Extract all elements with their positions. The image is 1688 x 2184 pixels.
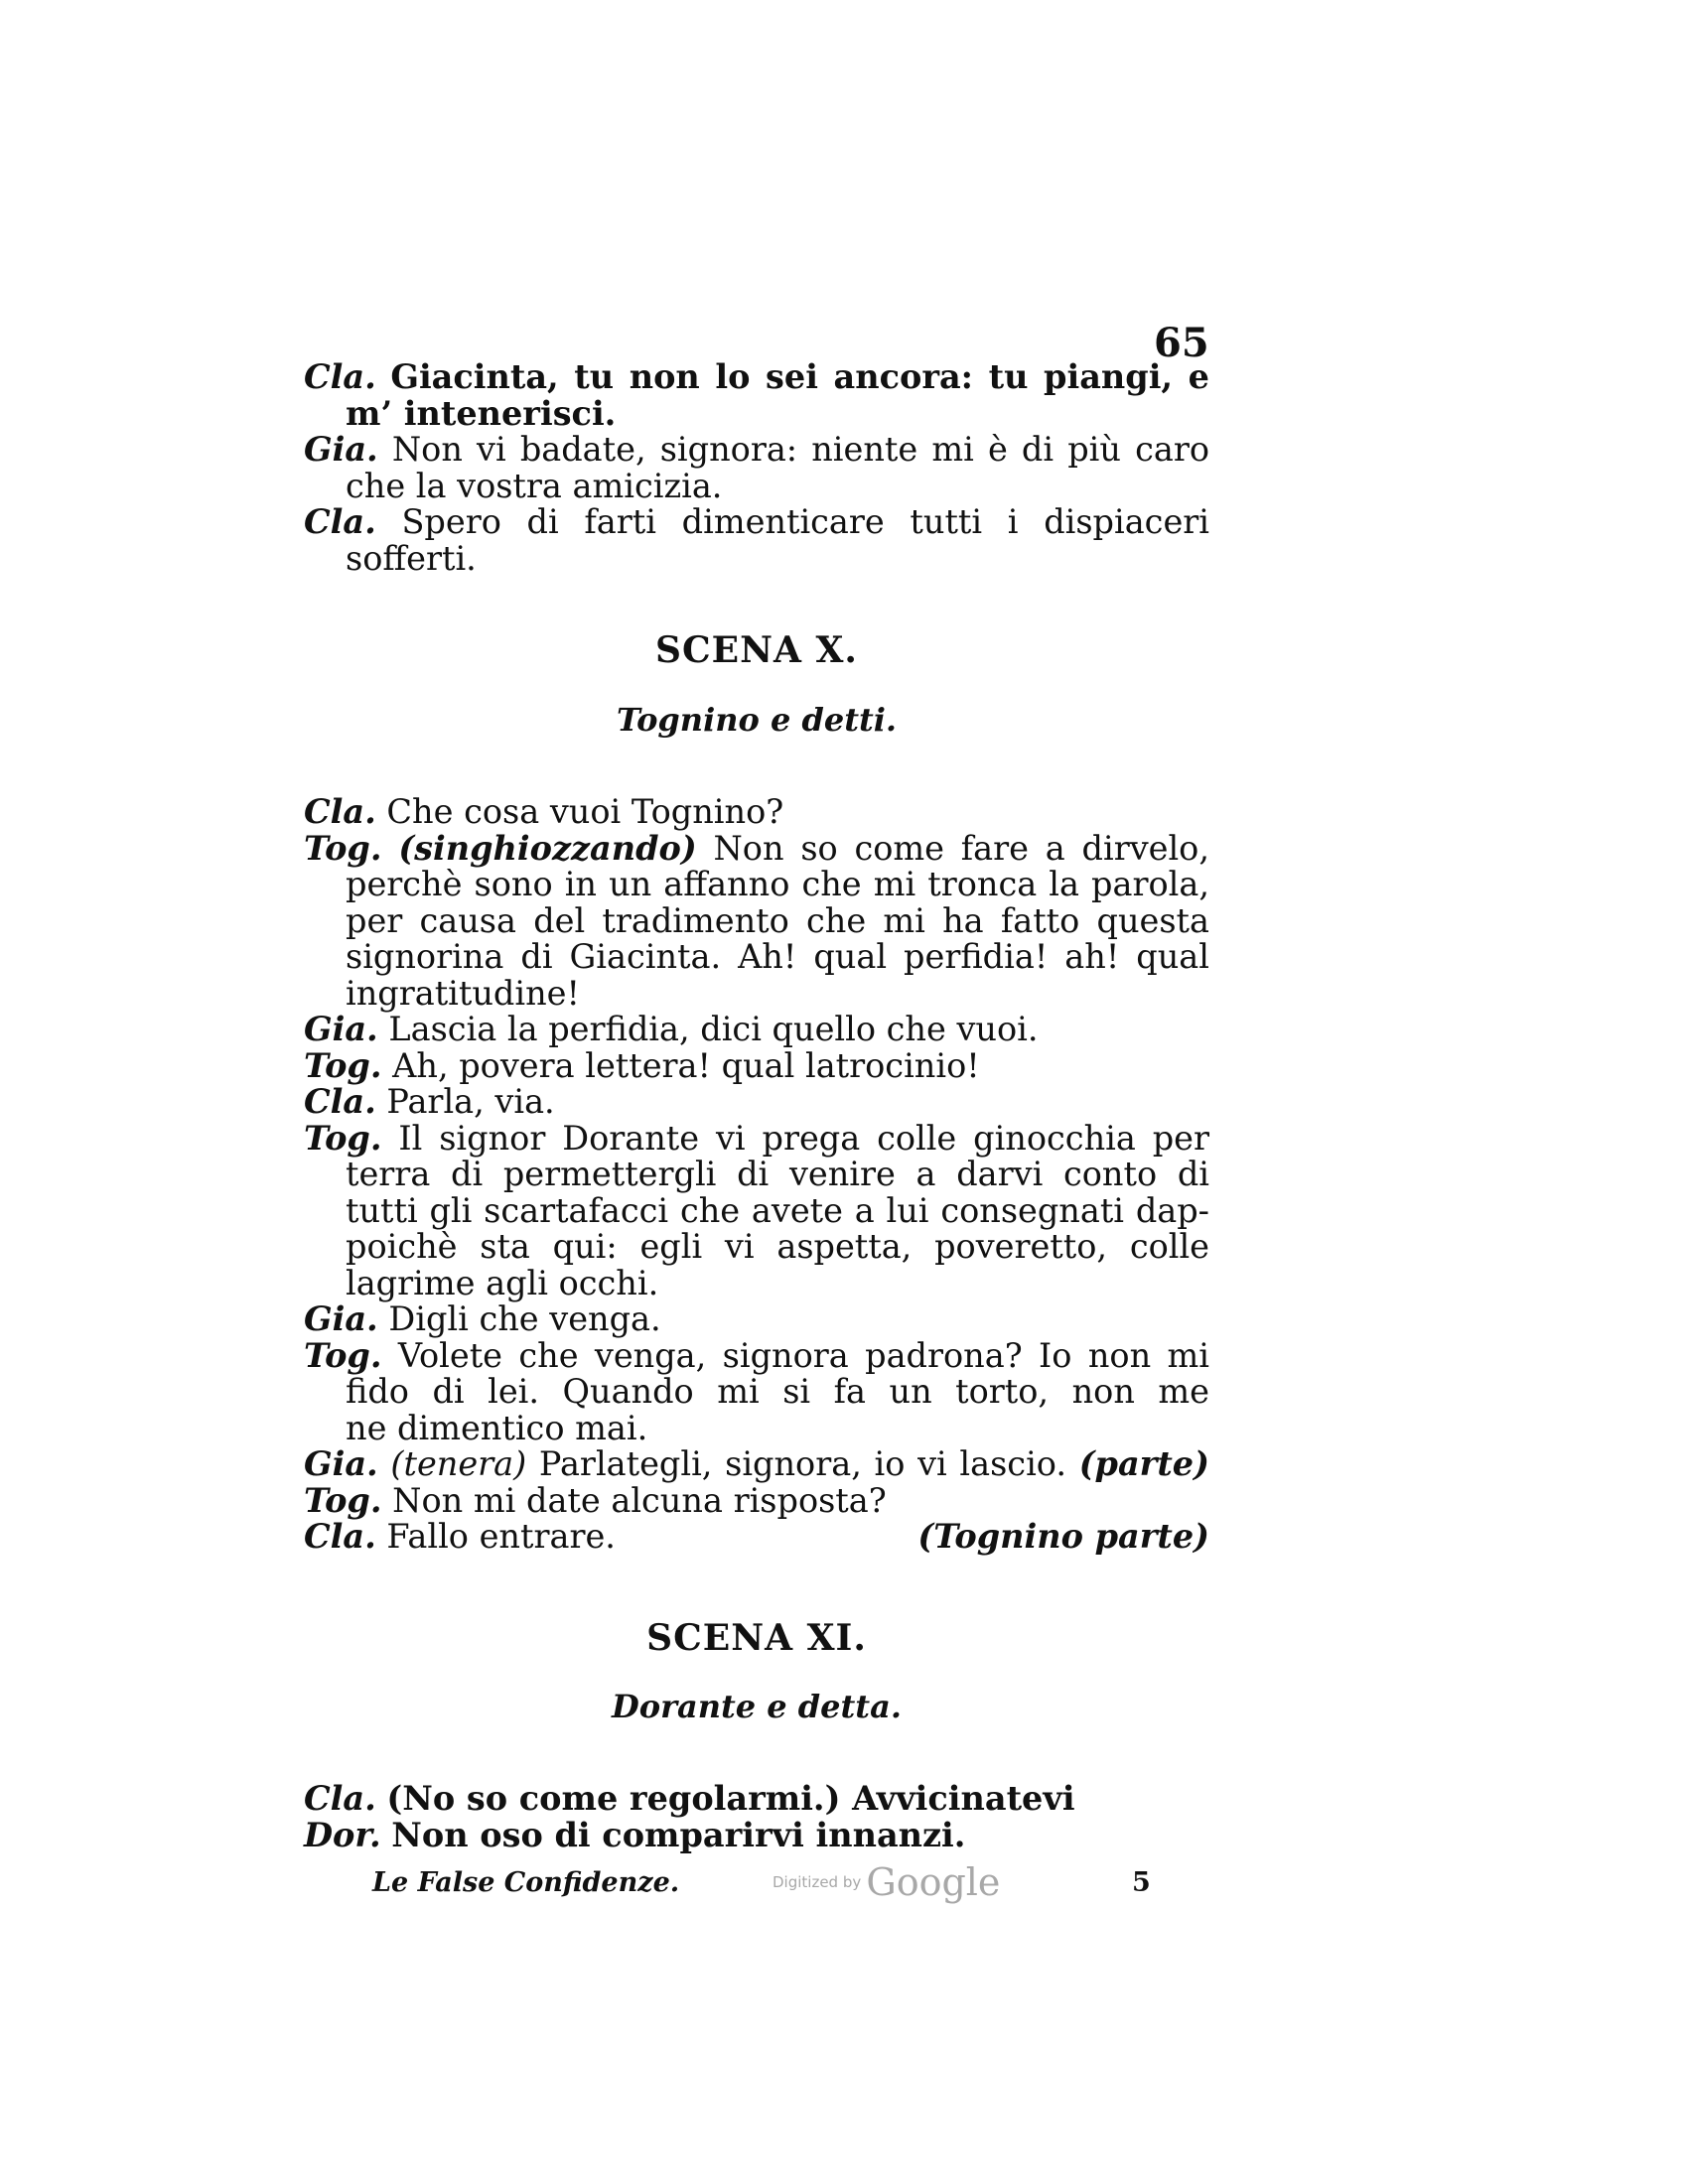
speech-line [304, 828, 1209, 868]
scene-characters: Tognino e detti. [616, 701, 898, 739]
speaker-label: Cla. [304, 1517, 376, 1556]
speech-line [304, 1480, 1209, 1520]
speech-line [304, 1815, 1209, 1854]
speech-line [304, 1781, 1209, 1818]
speech-text: Il signor Dorante vi prega colle ginocchia per [398, 1118, 1209, 1158]
speaker-label: Cla. [304, 357, 376, 396]
speaker-label: Tog. [304, 828, 382, 868]
footer-book-title: Le False Confidenze. [372, 1867, 680, 1898]
speech-line: ingratitudine! [346, 973, 580, 1013]
speech-text: Che cosa vuoi Tognino? [386, 792, 784, 831]
speaker-label: Tog. [304, 1118, 382, 1158]
speech-line [304, 359, 1209, 396]
speech-line [304, 432, 1209, 469]
speaker-label: Dor. [304, 1815, 381, 1854]
speech-line: che la vostra amicizia. [346, 466, 723, 505]
speech-text: Parla, via. [386, 1082, 555, 1121]
speech-line: ne dimentico mai. [346, 1408, 648, 1447]
speech-text: Digli che venga. [388, 1299, 661, 1338]
speech-line: poichè sta qui: egli vi aspetta, poveretto, colle [346, 1227, 1209, 1266]
speaker-label: Gia. [304, 1444, 378, 1483]
speaker-label: Gia. [304, 1299, 378, 1338]
speech-line: per causa del tradimento che mi ha fatto questa [346, 900, 1209, 940]
speech-line [304, 1045, 1209, 1085]
speech-text: Giacinta, tu non lo sei ancora: tu piangi, e [390, 357, 1209, 396]
speech-line [304, 1118, 1209, 1158]
speech-text: Ah, povera lettera! qual latrocinio! [392, 1045, 980, 1085]
speech-text: Volete che venga, signora padrona? Io non mi [397, 1335, 1209, 1375]
speaker-label: Cla. [304, 1779, 376, 1818]
signature-mark: 5 [1132, 1867, 1151, 1898]
stage-direction: (parte) [1078, 1444, 1209, 1483]
speech-line: sofferti. [346, 538, 477, 578]
page-number: 65 [1154, 320, 1209, 366]
speech-text: Lascia la perfidia, dici quello che vuoi. [388, 1010, 1039, 1048]
stage-direction: (singhiozzando) [398, 828, 697, 868]
speaker-label: Cla. [304, 1082, 376, 1121]
speech-text: (No so come regolarmi.) Avvicinatevi [386, 1779, 1075, 1818]
speaker-label: Cla. [304, 502, 376, 541]
speech-text: Spero di farti dimenticare tutti i dispiaceri [401, 502, 1209, 541]
stage-direction: (tenera) [390, 1444, 527, 1483]
speech-line [304, 1446, 1209, 1483]
digitized-watermark [773, 1860, 1000, 1904]
speech-line [304, 504, 1209, 541]
speech-line [304, 1519, 1209, 1556]
speech-line: terra di permettergli di venire a darvi conto di [346, 1155, 1209, 1193]
speech-text: Non oso di comparirvi innanzi. [391, 1815, 966, 1854]
speech-line: tutti gli scartafacci che avete a lui consegnati dap- [346, 1190, 1209, 1230]
speech-line [304, 1301, 1209, 1338]
speech-text: Non mi date alcuna risposta? [392, 1480, 887, 1520]
scene-characters: Dorante e detta. [612, 1688, 902, 1725]
speech-text: Non so come fare a dirvelo, [713, 828, 1209, 868]
speech-line: lagrime agli occhi. [346, 1263, 659, 1302]
dialogue-block-2 [304, 794, 1209, 1556]
speaker-label: Tog. [304, 1045, 382, 1085]
speech-line: m’ intenerisci. [346, 393, 617, 433]
speech-line [304, 1084, 1209, 1121]
speech-line [304, 1335, 1209, 1375]
speech-text: Parlategli, signora, io vi lascio. [538, 1444, 1067, 1483]
speaker-label: Cla. [304, 792, 376, 831]
speech-line: fido di lei. Quando mi si fa un torto, non me [346, 1372, 1209, 1411]
speech-line: perchè sono in un affanno che mi tronca la parola, [346, 865, 1209, 903]
stage-direction: (Tognino parte) [917, 1517, 1209, 1556]
speech-line [304, 1012, 1209, 1048]
speaker-label: Gia. [304, 1010, 378, 1048]
dialogue-block-3 [304, 1781, 1209, 1853]
dialogue-block-1 [304, 359, 1209, 577]
speech-text: Fallo entrare. [386, 1517, 616, 1556]
speaker-label: Gia. [304, 430, 378, 469]
speaker-label: Tog. [304, 1335, 382, 1375]
google-logo: Google [866, 1860, 1001, 1904]
speech-text: Non vi badate, signora: niente mi è di più caro [391, 430, 1209, 469]
speech-line: signorina di Giacinta. Ah! qual perfidia! ah! qual [346, 937, 1209, 976]
digitized-label: Digitized by [773, 1873, 862, 1891]
scene-heading: SCENA XI. [646, 1617, 867, 1659]
scene-heading: SCENA X. [655, 629, 858, 671]
speech-line [304, 794, 1209, 831]
speaker-label: Tog. [304, 1480, 382, 1520]
